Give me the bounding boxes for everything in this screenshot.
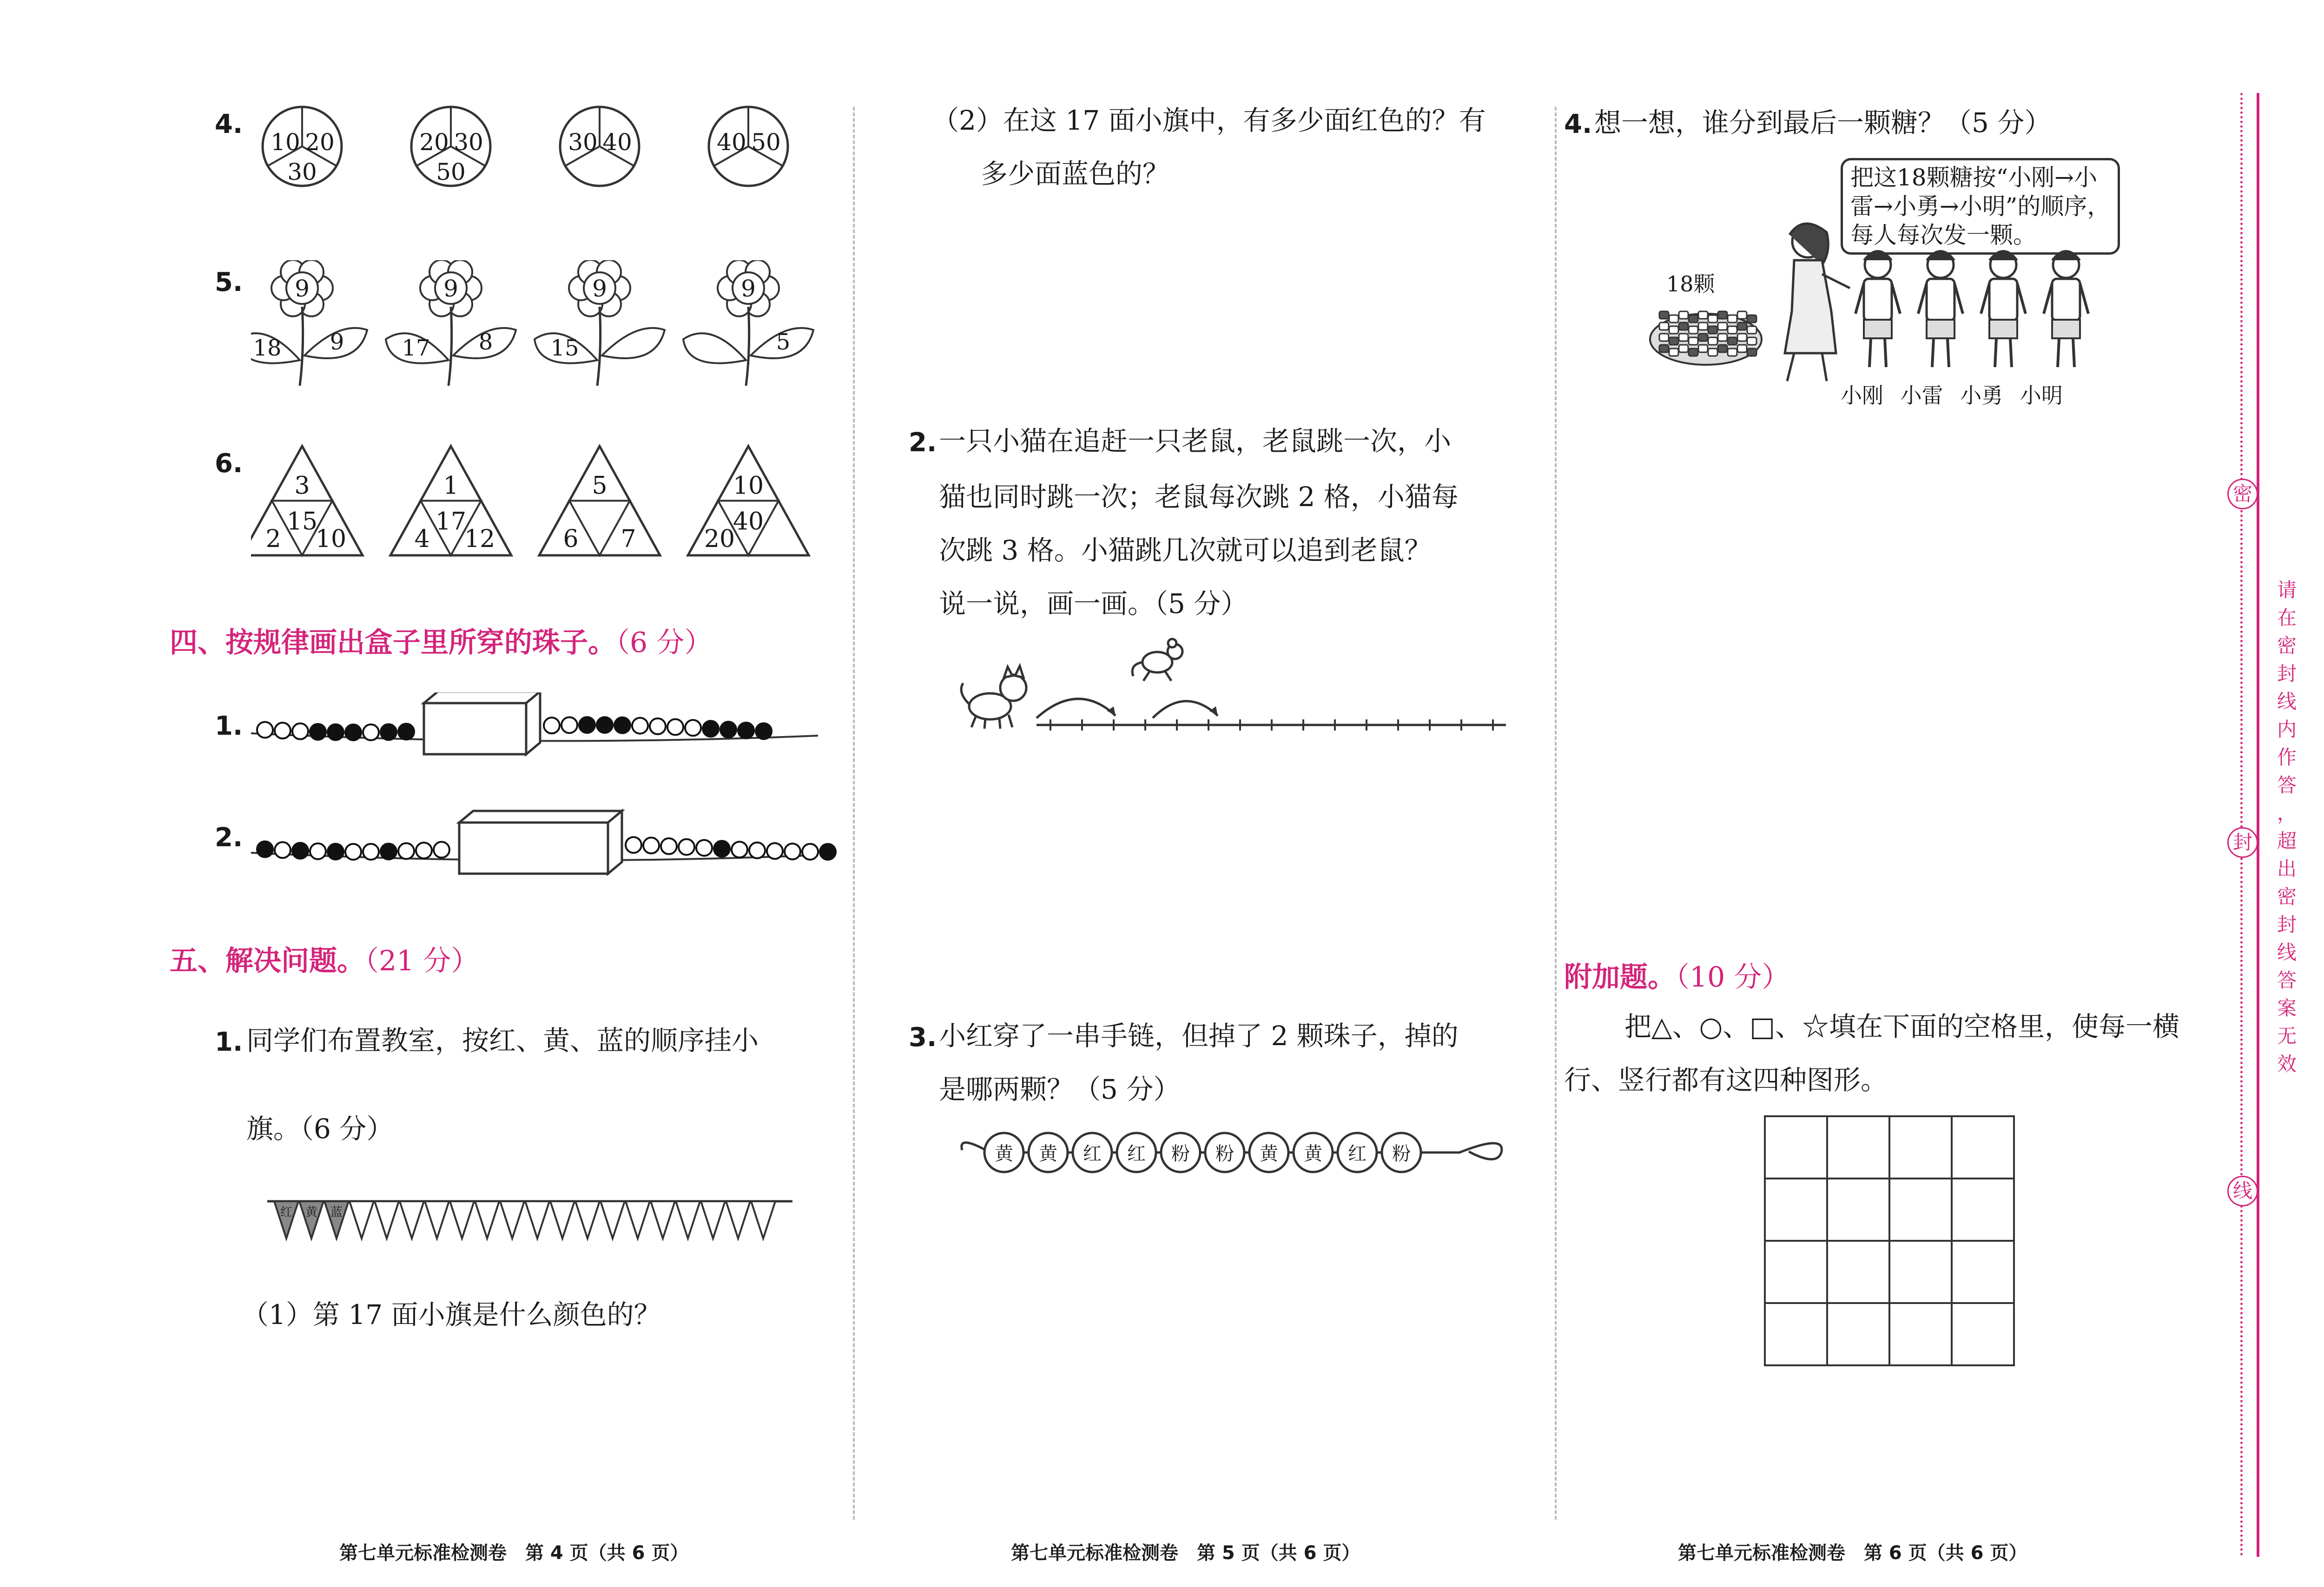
box-side [526, 692, 540, 754]
flower-center-value: 9 [443, 275, 458, 302]
white-bead [292, 724, 308, 739]
seal-note-char: 在 [2277, 606, 2297, 629]
question-4-number: 4. [215, 109, 243, 139]
white-bead [544, 718, 560, 733]
triangle-flag [676, 1201, 700, 1238]
problem-2-number: 2. [909, 428, 937, 458]
triangle-flag [525, 1201, 549, 1238]
candy [1689, 349, 1698, 356]
candy [1698, 323, 1708, 330]
problem-1-sub-2-line-1: （2）在这 17 面小旗中，有多少面红色的？有 [932, 105, 1486, 136]
seal-note-char: ， [2277, 802, 2297, 824]
candy [1728, 349, 1737, 356]
bubble-line-3: 每人每次发一颗。 [1850, 222, 2036, 249]
section-4-title: 四、按规律画出盒子里所穿的珠子。 [170, 626, 616, 659]
triangle-flag [475, 1201, 499, 1238]
white-bead [632, 718, 648, 734]
child-arm [2044, 283, 2052, 314]
flower-center-value: 9 [592, 275, 607, 302]
candy [1747, 337, 1756, 345]
white-bead [416, 843, 432, 858]
grid-cell[interactable] [1953, 1117, 2015, 1179]
candy [1747, 315, 1756, 323]
candy [1679, 323, 1688, 330]
seal-note-char: 作 [2277, 746, 2297, 769]
box-top [424, 692, 540, 703]
right-leaf-value: 5 [776, 329, 791, 355]
child-shorts [1927, 320, 1954, 338]
seal-solid-line [2257, 93, 2259, 1557]
black-bead [398, 724, 414, 739]
white-bead [310, 843, 326, 859]
black-bead [292, 843, 308, 859]
candy-pile-and-children [1636, 214, 2124, 390]
child-name-3: 小勇 [1960, 383, 2003, 408]
triangle-flag [550, 1201, 574, 1238]
child-leg [1948, 338, 1949, 367]
candy [1737, 334, 1747, 341]
child-body [1927, 279, 1954, 321]
triangle-top-value: 3 [294, 472, 310, 500]
candy [1679, 311, 1688, 319]
candy [1728, 337, 1737, 345]
white-bead [679, 839, 694, 855]
right-leaf-value: 8 [478, 329, 493, 355]
black-bead [328, 724, 343, 740]
candy [1659, 334, 1669, 341]
footer-page-6: 第七单元标准检测卷 第 6 页（共 6 页） [1678, 1542, 2027, 1564]
candy [1737, 323, 1747, 330]
grid-cell[interactable] [1890, 1179, 1953, 1242]
triangle-center-value: 15 [286, 507, 318, 536]
candy-pile-illustration [1650, 311, 1762, 365]
candy [1728, 326, 1737, 334]
flag-string [267, 1197, 802, 1248]
seal-note-char: 线 [2277, 941, 2297, 964]
white-bead [802, 844, 818, 860]
flower-stem [597, 307, 601, 386]
triangle-flag [375, 1201, 399, 1238]
bead-string-1 [242, 692, 846, 767]
triangle-flag [425, 1201, 449, 1238]
candy [1718, 323, 1727, 330]
triangle-flag [575, 1201, 600, 1238]
child-body [1989, 279, 2017, 321]
black-bead [328, 844, 343, 860]
bead-string-2 [242, 804, 846, 883]
hidden-bead-box [424, 703, 526, 754]
white-bead [685, 720, 701, 736]
seal-note [2273, 576, 2301, 1078]
bead-item-1-number: 1. [215, 711, 243, 741]
child-shorts [1989, 320, 2017, 338]
cat-mouse-number-line [957, 637, 1515, 734]
flower-leaf-left [683, 333, 746, 363]
number-triangles [251, 444, 855, 565]
grid-cell[interactable] [1828, 1304, 1890, 1366]
bracelet-bead-label: 粉 [1392, 1143, 1411, 1165]
candy [1679, 345, 1688, 352]
white-bead [643, 837, 659, 853]
child-leg [2058, 338, 2059, 367]
triangle-left-value: 4 [414, 525, 430, 553]
candy [1698, 345, 1708, 352]
triangle-flag [350, 1201, 374, 1238]
candy [1669, 349, 1678, 356]
footer-page-4: 第七单元标准检测卷 第 4 页（共 6 页） [339, 1542, 689, 1564]
flag-label: 黄 [305, 1205, 318, 1219]
white-bead [434, 842, 449, 858]
mouse-illustration [1132, 639, 1182, 681]
triangle-left-value: 20 [704, 525, 735, 553]
seal-dotted-line [2240, 93, 2243, 1557]
black-bead [756, 723, 772, 739]
circle-value: 40 [602, 129, 632, 156]
problem-1-sub-1: （1）第 17 面小旗是什么颜色的？ [242, 1299, 661, 1330]
triangle-flag [450, 1201, 474, 1238]
bracelet-bead-label: 黄 [1260, 1143, 1278, 1165]
white-bead [661, 838, 677, 854]
candy [1718, 311, 1727, 319]
left-leaf-value: 15 [550, 335, 579, 361]
candy [1698, 334, 1708, 341]
bracelet-bead-label: 黄 [1304, 1143, 1322, 1165]
seal-note-char: 出 [2277, 857, 2297, 880]
bracelet-bead-label: 红 [1083, 1143, 1102, 1165]
candy [1708, 349, 1717, 356]
triangle-top-value: 10 [733, 472, 764, 500]
seal-note-char: 答 [2277, 774, 2297, 797]
triangle-flag [651, 1201, 675, 1238]
problem-1-sub-2-line-2: 多少面蓝色的？ [981, 158, 1170, 190]
white-bead [257, 722, 273, 738]
white-bead [785, 843, 800, 859]
candy [1708, 337, 1717, 345]
grid-cell[interactable] [1766, 1179, 1828, 1242]
seal-mark-3: 线 [2227, 1176, 2258, 1206]
white-bead [732, 842, 747, 857]
bracelet-bead-label: 粉 [1215, 1143, 1234, 1165]
problem-2-line-4: 说一说，画一画。（5 分） [939, 588, 1248, 619]
child-name-2: 小雷 [1900, 383, 1943, 408]
seal-note-char: 案 [2277, 997, 2297, 1020]
white-bead [363, 724, 379, 740]
child-name-4: 小明 [2020, 383, 2063, 408]
flower-stem [449, 307, 452, 386]
candy [1679, 334, 1688, 341]
grid-cell[interactable] [1890, 1242, 1953, 1304]
child-shorts [1864, 320, 1892, 338]
triangle-left-value: 2 [265, 525, 281, 553]
bonus-line-1: 把△、○、□、☆填在下面的空格里，使每一横 [1624, 1011, 2180, 1042]
candy [1689, 337, 1698, 345]
bracelet-bead-label: 红 [1127, 1143, 1146, 1165]
circle-value: 50 [436, 158, 466, 185]
white-bead [561, 717, 577, 733]
problem-1-line-1: 同学们布置教室，按红、黄、蓝的顺序挂小 [246, 1025, 759, 1056]
black-bead [597, 717, 613, 733]
candy [1659, 345, 1669, 352]
candy-label: 18颗 [1666, 271, 1715, 296]
box-side [608, 811, 622, 874]
child-leg [2073, 338, 2074, 367]
black-bead [257, 841, 273, 857]
triangle-right-value: 12 [464, 525, 495, 553]
seal-mark-1: 密 [2227, 479, 2258, 509]
black-bead [614, 718, 630, 733]
flower-leaf-right [602, 328, 665, 358]
children-names [1841, 379, 2063, 409]
white-bead [767, 843, 783, 859]
candy [1669, 326, 1678, 334]
left-leaf-value: 18 [253, 335, 282, 361]
bonus-line-2: 行、竖行都有这四种图形。 [1564, 1064, 1888, 1096]
grid-cell[interactable] [1766, 1242, 1828, 1304]
black-bead [381, 843, 396, 859]
child-leg [1885, 338, 1886, 367]
white-bead [650, 718, 666, 734]
child-leg [1995, 338, 1996, 367]
right-leaf-value: 9 [330, 329, 344, 355]
column-divider-right [1555, 107, 1557, 1520]
question-5-number: 5. [215, 267, 243, 297]
triangle-flag [626, 1201, 650, 1238]
grid-cell[interactable] [1828, 1242, 1890, 1304]
flag-label: 红 [280, 1205, 293, 1219]
problem-1-line-2: 旗。（6 分） [246, 1113, 394, 1145]
seal-note-char: 密 [2277, 885, 2297, 908]
triangle-flag [500, 1201, 524, 1238]
child-shorts [2052, 320, 2080, 338]
seal-note-char: 密 [2277, 634, 2297, 657]
black-bead [703, 721, 719, 737]
black-bead [714, 841, 730, 856]
left-leaf-value: 17 [402, 335, 430, 361]
section-4-points: （6 分） [616, 626, 713, 659]
candy [1659, 323, 1669, 330]
seal-note-char: 线 [2277, 690, 2297, 713]
triangle-center-value: 17 [435, 507, 467, 536]
white-bead [275, 842, 290, 858]
circle-value: 20 [419, 129, 449, 156]
bead-item-2-number: 2. [215, 823, 243, 853]
candy [1737, 311, 1747, 319]
section-5-points: （21 分） [365, 945, 479, 977]
grid-cell[interactable] [1890, 1304, 1953, 1366]
question-6-number: 6. [215, 448, 243, 479]
grid-cell[interactable] [1828, 1117, 1890, 1179]
seal-note-char: 内 [2277, 718, 2297, 741]
child-leg [1932, 338, 1934, 367]
grid-cell[interactable] [1953, 1304, 2015, 1366]
candy [1747, 349, 1756, 356]
black-bead [579, 717, 595, 733]
seal-note-char: 请 [2277, 579, 2297, 601]
grid-cell[interactable] [1828, 1179, 1890, 1242]
section-5-heading [170, 939, 479, 979]
problem-2-line-3: 次跳 3 格。小猫跳几次就可以追到老鼠？ [939, 534, 1432, 566]
child-arm [2080, 283, 2088, 314]
black-bead [720, 722, 736, 738]
child-arm [1855, 283, 1864, 314]
candy [1689, 315, 1698, 323]
child-body [2052, 279, 2080, 321]
box-top [459, 811, 622, 823]
grid-cell[interactable] [1953, 1179, 2015, 1242]
divided-circles [251, 102, 855, 204]
grid-cell[interactable] [1766, 1304, 1828, 1366]
bonus-heading [1564, 955, 1789, 995]
black-bead [738, 723, 754, 738]
bonus-title: 附加题。 [1564, 961, 1676, 994]
problem-3-line-2: 是哪两颗？（5 分） [939, 1073, 1181, 1105]
circle-value: 30 [287, 158, 317, 185]
problem-1-number: 1. [215, 1027, 243, 1057]
seal-note-char: 超 [2277, 830, 2297, 852]
circle-value: 40 [717, 129, 746, 156]
seal-note-char: 答 [2277, 969, 2297, 992]
circle-value: 50 [751, 129, 781, 156]
triangle-top-value: 1 [443, 472, 459, 500]
candy [1737, 345, 1747, 352]
bracelet-bead-label: 黄 [1039, 1143, 1057, 1165]
triangle-top-value: 5 [592, 472, 607, 500]
triangle-flag [701, 1201, 725, 1238]
candy [1669, 315, 1678, 323]
bracelet-bead-label: 黄 [995, 1143, 1013, 1165]
child-hair [1927, 251, 1954, 260]
white-bead [749, 843, 765, 858]
candy [1718, 334, 1727, 341]
grid-cell[interactable] [1766, 1117, 1828, 1179]
child-arm [1892, 283, 1900, 314]
problem-2-line-1: 一只小猫在追赶一只老鼠，老鼠跳一次，小 [939, 425, 1452, 457]
white-bead [696, 840, 712, 856]
white-bead [275, 723, 290, 738]
section-4-heading [170, 620, 712, 660]
bonus-points: （10 分） [1676, 961, 1790, 994]
teacher-illustration [1785, 224, 1850, 381]
flower-center-value: 9 [295, 275, 310, 302]
black-bead [310, 724, 326, 740]
flower-stem [300, 307, 303, 386]
triangle-flag [751, 1201, 775, 1238]
candy [1728, 315, 1737, 323]
section-5-title: 五、解决问题。 [170, 945, 365, 977]
seal-note-char: 无 [2277, 1025, 2297, 1047]
black-bead [381, 724, 396, 740]
candy [1747, 326, 1756, 334]
bracelet-beads [957, 1125, 1515, 1180]
problem-4-number: 4. [1564, 109, 1592, 139]
problem-3-number: 3. [909, 1022, 937, 1053]
candy [1698, 311, 1708, 319]
white-bead [667, 719, 683, 735]
hidden-bead-box [459, 823, 608, 874]
candy [1708, 326, 1717, 334]
white-bead [363, 844, 379, 860]
white-bead [626, 837, 641, 853]
triangle-right-value: 10 [315, 525, 347, 553]
candy [1669, 337, 1678, 345]
triangle-flag [726, 1201, 750, 1238]
problem-4-text: 想一想，谁分到最后一颗糖？（5 分） [1594, 107, 2052, 138]
candy [1708, 315, 1717, 323]
circle-value: 30 [454, 129, 483, 156]
triangle-right-value: 7 [621, 525, 636, 553]
child-hair [2052, 251, 2080, 260]
child-arm [1918, 283, 1927, 314]
flag-label: 蓝 [330, 1205, 343, 1219]
child-arm [2017, 283, 2026, 314]
child-body [1864, 279, 1892, 321]
candy [1718, 345, 1727, 352]
candy [1689, 326, 1698, 334]
circle-value: 10 [271, 129, 300, 156]
bracelet-bead-label: 粉 [1171, 1143, 1190, 1165]
white-bead [398, 843, 414, 859]
child-leg [1869, 338, 1871, 367]
triangle-center-value: 40 [733, 507, 764, 536]
problem-2-line-2: 猫也同时跳一次；老鼠每次跳 2 格，小猫每 [939, 481, 1459, 513]
footer-page-5: 第七单元标准检测卷 第 5 页（共 6 页） [1011, 1542, 1360, 1564]
grid-cell[interactable] [1890, 1117, 1953, 1179]
number-flowers [251, 260, 855, 390]
flower-center-value: 9 [741, 275, 756, 302]
child-name-1: 小刚 [1841, 383, 1883, 408]
bubble-line-1: 把这18颗糖按“小刚→小 [1850, 164, 2098, 191]
black-bead [345, 724, 361, 740]
circle-value: 30 [568, 129, 598, 156]
triangle-flag [400, 1201, 424, 1238]
circle-value: 20 [305, 129, 335, 156]
child-leg [2010, 338, 2012, 367]
child-arm [1981, 283, 1989, 314]
seal-note-char: 封 [2277, 913, 2297, 936]
triangle-left-value: 6 [563, 525, 579, 553]
cat-illustration [961, 666, 1026, 729]
white-bead [345, 844, 361, 860]
flower-stem [746, 307, 749, 386]
triangle-flag [601, 1201, 625, 1238]
bonus-4x4-grid[interactable] [1764, 1115, 2015, 1366]
bubble-line-2: 雷→小勇→小明”的顺序， [1850, 193, 2111, 220]
seal-mark-2: 封 [2227, 827, 2258, 858]
black-bead [820, 844, 836, 860]
seal-note-char: 效 [2277, 1053, 2297, 1075]
candy [1659, 311, 1669, 319]
child-hair [1864, 251, 1892, 260]
grid-cell[interactable] [1953, 1242, 2015, 1304]
seal-note-char: 封 [2277, 662, 2297, 685]
child-hair [1989, 251, 2017, 260]
child-arm [1954, 283, 1963, 314]
problem-3-line-1: 小红穿了一串手链，但掉了 2 颗珠子，掉的 [939, 1020, 1459, 1052]
bracelet-bead-label: 红 [1348, 1143, 1367, 1165]
